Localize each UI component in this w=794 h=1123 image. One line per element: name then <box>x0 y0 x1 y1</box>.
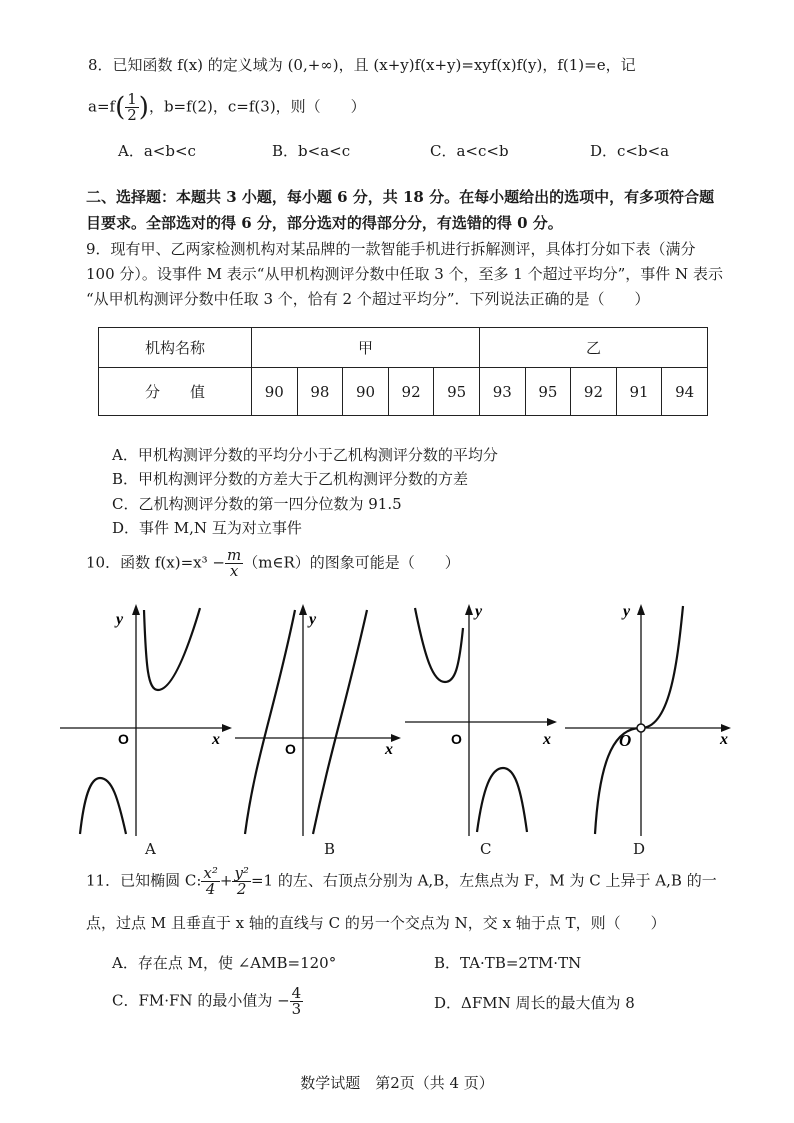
q10-caption-b: B <box>324 840 336 858</box>
origin-label: O <box>619 731 632 750</box>
q10-caption-d: D <box>633 840 646 858</box>
curve-left-branch <box>80 778 126 834</box>
x-axis-arrow <box>547 718 557 726</box>
table-header-group-a: 甲 <box>252 328 480 368</box>
q9-option-d: D．事件 M,N 互为对立事件 <box>112 519 302 537</box>
score-b-1: 93 <box>479 368 525 416</box>
q11-stem-tail: =1 的左、右顶点分别为 A,B，左焦点为 F，M 为 C 上异于 A,B 的一 <box>250 871 717 890</box>
page-footer: 数学试题 第2页（共 4 页） <box>300 1074 494 1092</box>
q9-option-c: C．乙机构测评分数的第一四分位数为 91.5 <box>112 495 402 513</box>
q9-score-table <box>98 327 708 416</box>
y-axis-arrow <box>132 604 140 615</box>
q8-option-a: A．a<b<c <box>118 142 196 160</box>
q8-stem-line2: a=f( $\frac{1}{2}$ )，b=f(2)，c=f(3)，则（ ） <box>88 90 366 124</box>
q11-fraction-x: $\frac{\text{x²}}{4}$ <box>203 864 218 898</box>
q9-option-a: A．甲机构测评分数的平均分小于乙机构测评分数的平均分 <box>112 446 498 464</box>
q10-fraction: $\frac{m}{x}$ <box>226 546 242 580</box>
origin-label: O <box>118 731 129 747</box>
hollow-point <box>637 724 645 732</box>
y-axis-label: y <box>116 611 124 628</box>
q10-stem-prefix: 10．函数 f(x)=x³ − <box>86 553 225 572</box>
score-a-2: 98 <box>297 368 343 416</box>
q10-graph-b <box>235 598 405 836</box>
origin-label: O <box>451 731 462 747</box>
q11-stem-prefix: 11．已知椭圆 C: <box>86 871 202 890</box>
q9-option-b: B．甲机构测评分数的方差大于乙机构测评分数的方差 <box>112 470 469 488</box>
q8-stem-line1: 8．已知函数 f(x) 的定义域为 (0,+∞)，且 (x+y)f(x+y)=xyf(x)f(y)，f(1)=e，记 <box>88 56 636 74</box>
q8-option-c: C．a<c<b <box>430 142 509 160</box>
q11-option-c <box>112 986 303 1017</box>
score-a-3: 90 <box>343 368 389 416</box>
q10-stem <box>86 548 460 579</box>
q11-option-b: B．TA·TB=2TM·TN <box>434 954 582 972</box>
q8-a-def-prefix: a=f <box>88 97 116 116</box>
score-b-3: 92 <box>571 368 617 416</box>
q11-plus: + <box>219 871 233 890</box>
y-axis-arrow <box>637 604 645 615</box>
q11-option-d: D．ΔFMN 周长的最大值为 8 <box>434 994 635 1012</box>
x-axis-label: x <box>385 741 393 758</box>
q8-option-b: B．b<a<c <box>272 142 351 160</box>
y-axis-label: y <box>475 603 483 620</box>
score-a-5: 95 <box>434 368 480 416</box>
origin-label: O <box>285 741 296 757</box>
y-axis-arrow <box>299 604 307 615</box>
q10-graph-d <box>565 598 740 836</box>
q10-graph-a <box>60 598 235 836</box>
q10-graph-c <box>405 598 565 836</box>
curve-left-branch <box>415 608 463 682</box>
curve-right-branch <box>144 608 200 690</box>
curve-right-branch <box>313 610 367 834</box>
q10-caption-a: A <box>145 840 156 858</box>
x-axis-label: x <box>543 731 551 748</box>
q8-option-d: D．c<b<a <box>590 142 670 160</box>
q10-stem-tail: （m∈R）的图象可能是（ ） <box>243 553 460 572</box>
q11-stem-line1 <box>86 866 717 897</box>
q11-option-a: A．存在点 M，使 ∠AMB=120° <box>112 954 337 972</box>
curve-left-branch <box>245 610 295 834</box>
table-header-score: 分 值 <box>99 368 252 416</box>
score-b-4: 91 <box>616 368 662 416</box>
q11-option-c-text: C．FM·FN 的最小值为 − <box>112 991 290 1010</box>
y-axis-label: y <box>623 603 631 620</box>
score-a-1: 90 <box>252 368 298 416</box>
table-header-agency: 机构名称 <box>99 328 252 368</box>
q11-stem-line2: 点，过点 M 且垂直于 x 轴的直线与 C 的另一个交点为 N，交 x 轴于点 T，则（ ） <box>86 914 666 932</box>
q9-stem-line1: 9．现有甲、乙两家检测机构对某品牌的一款智能手机进行拆解测评，具体打分如下表（满分 <box>86 240 696 258</box>
curve <box>595 606 683 834</box>
section2-heading-line2: 目要求。全部选对的得 6 分，部分选对的得部分分，有选错的得 0 分。 <box>86 214 563 232</box>
q8-fraction: $\frac{1}{2}$ <box>127 90 137 124</box>
section2-heading-line1: 二、选择题：本题共 3 小题，每小题 6 分，共 18 分。在每小题给出的选项中，有多项符合题 <box>86 188 715 206</box>
q10-caption-c: C <box>480 840 492 858</box>
score-a-4: 92 <box>388 368 434 416</box>
score-b-2: 95 <box>525 368 571 416</box>
x-axis-arrow <box>222 724 232 732</box>
q9-stem-line2: 100 分）。设事件 M 表示“从甲机构测评分数中任取 3 个，至多 1 个超过平均分”，事件 N 表示 <box>86 265 723 283</box>
table-header-group-b: 乙 <box>479 328 707 368</box>
q8-stem-tail: ，b=f(2)，c=f(3)，则（ ） <box>148 97 366 116</box>
y-axis-label: y <box>309 611 317 628</box>
score-b-5: 94 <box>662 368 708 416</box>
q11-fraction-y: $\frac{\text{y²}}{2}$ <box>234 864 249 898</box>
x-axis-label: x <box>720 731 728 748</box>
x-axis-label: x <box>212 731 220 748</box>
q9-stem-line3: “从甲机构测评分数中任取 3 个，恰有 2 个超过平均分”．下列说法正确的是（ ） <box>86 290 650 308</box>
q11-option-c-fraction: $\frac{4}{3}$ <box>291 984 302 1018</box>
y-axis-arrow <box>465 604 473 615</box>
curve-right-branch <box>477 768 527 832</box>
